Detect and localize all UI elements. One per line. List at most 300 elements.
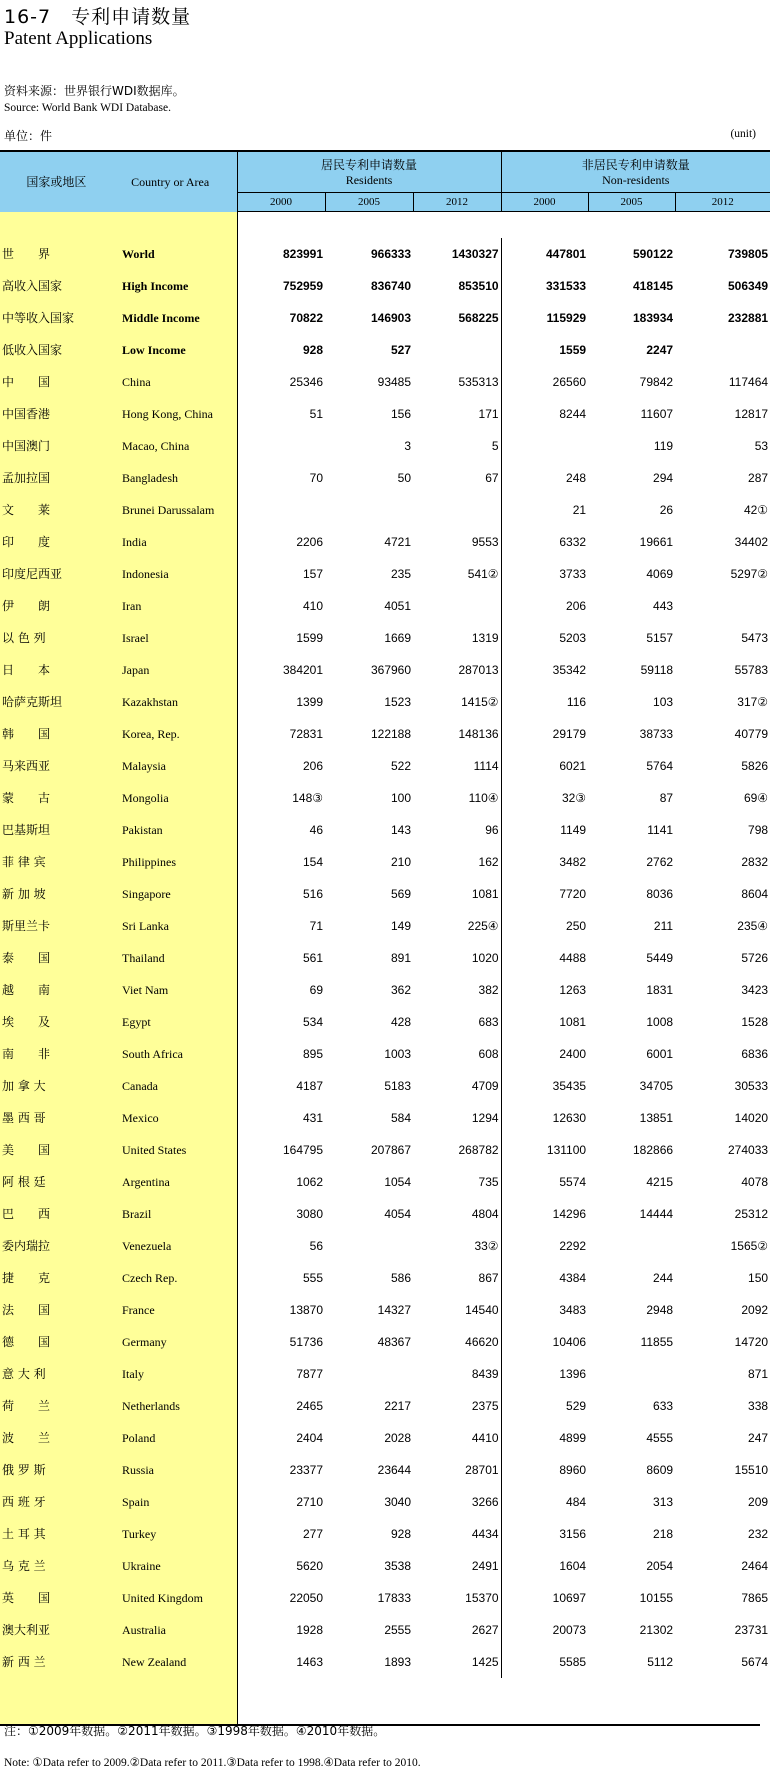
row-label xyxy=(0,366,237,398)
value-cell: 14720 xyxy=(734,1334,769,1349)
table-row xyxy=(0,1454,770,1486)
value-cell: 2092 xyxy=(741,1302,769,1317)
value-cell: 1430327 xyxy=(451,246,499,261)
value-cell: 250 xyxy=(501,910,588,942)
value-cell xyxy=(413,494,501,526)
country-name-en: Japan xyxy=(122,663,150,677)
value-cell: 5112 xyxy=(647,1654,674,1669)
table-row xyxy=(0,1134,770,1166)
value-cell: 1528 xyxy=(741,1014,769,1029)
value-cell: 1319 xyxy=(471,630,499,645)
value-cell: 3266 xyxy=(471,1494,499,1509)
value-cell: 38733 xyxy=(639,726,674,741)
country-name-en: Russia xyxy=(122,1463,155,1477)
value-cell: 1008 xyxy=(646,1014,674,1029)
value-cell: 22050 xyxy=(289,1590,324,1605)
value-cell: 210 xyxy=(390,854,412,869)
country-name-en: Korea, Rep. xyxy=(122,727,180,741)
table-row xyxy=(0,1070,770,1102)
value-cell: 4054 xyxy=(384,1206,412,1221)
value-cell: 2948 xyxy=(646,1302,674,1317)
year-header: 2012 xyxy=(675,193,770,212)
value-cell: 1669 xyxy=(384,630,412,645)
country-name-en: Ukraine xyxy=(122,1559,161,1573)
value-cell: 53 xyxy=(754,438,769,453)
value-cell: 274033 xyxy=(728,1142,769,1157)
value-cell: 13851 xyxy=(639,1110,674,1125)
table-row xyxy=(0,654,770,686)
value-cell: 225④ xyxy=(467,918,499,933)
value-cell: 247 xyxy=(748,1430,769,1445)
country-name-cn: 法 国 xyxy=(2,1303,51,1317)
value-cell: 1141 xyxy=(647,822,674,837)
value-cell: 338 xyxy=(748,1398,769,1413)
value-cell: 608 xyxy=(478,1046,499,1061)
table-row xyxy=(0,398,770,430)
value-cell: 1415② xyxy=(461,694,499,709)
value-cell: 206 xyxy=(302,758,324,773)
value-cell: 1294 xyxy=(471,1110,499,1125)
value-cell: 48367 xyxy=(377,1334,412,1349)
value-cell: 1003 xyxy=(384,1046,412,1061)
value-cell: 2762 xyxy=(646,854,674,869)
country-name-en: Mexico xyxy=(122,1111,159,1125)
value-cell: 87 xyxy=(659,790,674,805)
footnote-cn: 注：①2009年数据。②2011年数据。③1998年数据。④2010年数据。 xyxy=(4,1724,386,1738)
value-cell: 34402 xyxy=(734,534,769,549)
value-cell: 431 xyxy=(302,1110,324,1125)
country-name-cn: 日 本 xyxy=(2,663,51,677)
value-cell: 5449 xyxy=(646,950,674,965)
row-label xyxy=(0,974,237,1006)
value-cell: 14020 xyxy=(734,1110,769,1125)
table-body xyxy=(0,212,770,1724)
table-row xyxy=(0,686,770,718)
country-name-cn: 德 国 xyxy=(2,1335,51,1349)
row-label xyxy=(0,430,237,462)
value-cell: 4051 xyxy=(384,598,412,613)
country-name-cn: 俄 罗 斯 xyxy=(2,1463,46,1477)
value-cell: 7877 xyxy=(296,1366,324,1381)
country-name-en: Czech Rep. xyxy=(122,1271,178,1285)
value-cell: 207867 xyxy=(370,1142,412,1157)
value-cell: 59118 xyxy=(640,662,674,677)
value-cell: 154 xyxy=(302,854,324,869)
value-cell: 5157 xyxy=(646,630,674,645)
year-header: 2005 xyxy=(588,193,675,212)
value-cell: 183934 xyxy=(633,310,674,325)
value-cell: 1831 xyxy=(646,982,674,997)
value-cell: 928 xyxy=(390,1526,412,1541)
value-cell: 410 xyxy=(302,598,324,613)
row-label xyxy=(0,1326,237,1358)
value-cell: 529 xyxy=(501,1390,588,1422)
value-cell: 13870 xyxy=(289,1302,324,1317)
value-cell: 5297② xyxy=(730,566,769,581)
value-cell: 683 xyxy=(478,1014,499,1029)
value-cell: 5 xyxy=(491,438,499,453)
country-name-en: Israel xyxy=(122,631,149,645)
value-cell: 4187 xyxy=(296,1078,324,1093)
country-name-cn: 乌 克 兰 xyxy=(2,1559,46,1573)
spacer-row xyxy=(0,1678,770,1724)
value-cell: 3 xyxy=(404,438,412,453)
value-cell: 2627 xyxy=(471,1622,499,1637)
value-cell: 148136 xyxy=(458,726,499,741)
year-header: 2005 xyxy=(325,193,413,212)
value-cell: 294 xyxy=(653,470,674,485)
value-cell: 313 xyxy=(653,1494,674,1509)
value-cell: 2375 xyxy=(471,1398,499,1413)
value-cell: 2400 xyxy=(501,1038,588,1070)
country-name-en: Iran xyxy=(122,599,142,613)
row-label xyxy=(0,1102,237,1134)
value-cell: 2491 xyxy=(471,1558,499,1573)
row-label xyxy=(0,1166,237,1198)
header-residents xyxy=(237,151,501,193)
value-cell: 1020 xyxy=(471,950,499,965)
value-cell: 146903 xyxy=(370,310,412,325)
value-cell: 67 xyxy=(485,470,499,485)
value-cell: 115929 xyxy=(501,302,588,334)
table-row xyxy=(0,1198,770,1230)
value-cell: 966333 xyxy=(370,246,412,261)
value-cell: 50 xyxy=(397,470,412,485)
country-name-cn: 印度尼西亚 xyxy=(2,567,63,581)
country-name-en: World xyxy=(122,247,155,261)
country-name-cn: 美 国 xyxy=(2,1143,51,1157)
year-header: 2000 xyxy=(237,193,325,212)
value-cell: 32③ xyxy=(501,782,588,814)
page-title-cn: 16-7 专利申请数量 xyxy=(4,6,192,28)
row-label xyxy=(0,622,237,654)
value-cell: 5585 xyxy=(501,1646,588,1678)
value-cell: 836740 xyxy=(370,278,412,293)
value-cell: 35342 xyxy=(501,654,588,686)
table-row xyxy=(0,1646,770,1678)
table-row xyxy=(0,334,770,366)
row-label xyxy=(0,942,237,974)
value-cell: 23644 xyxy=(377,1462,412,1477)
header-area-en: Country or Area xyxy=(131,175,210,190)
value-cell: 211 xyxy=(653,918,674,933)
value-cell: 382 xyxy=(478,982,499,997)
value-cell: 1604 xyxy=(501,1550,588,1582)
value-cell: 2404 xyxy=(296,1430,324,1445)
row-label xyxy=(0,398,237,430)
table-row xyxy=(0,1166,770,1198)
table-row xyxy=(0,1230,770,1262)
table-row xyxy=(0,1550,770,1582)
header-area xyxy=(0,151,237,212)
value-cell: 20073 xyxy=(501,1614,588,1646)
country-name-cn: 越 南 xyxy=(2,983,51,997)
country-name-en: Kazakhstan xyxy=(122,695,178,709)
country-name-en: Philippines xyxy=(122,855,177,869)
table-row xyxy=(0,558,770,590)
value-cell: 522 xyxy=(390,758,412,773)
value-cell: 25346 xyxy=(289,374,324,389)
value-cell: 14444 xyxy=(639,1206,674,1221)
value-cell: 867 xyxy=(478,1270,499,1285)
value-cell: 2832 xyxy=(741,854,769,869)
value-cell: 1149 xyxy=(501,814,588,846)
value-cell: 119 xyxy=(653,438,674,453)
value-cell: 148③ xyxy=(292,790,324,805)
value-cell: 79842 xyxy=(639,374,674,389)
value-cell: 853510 xyxy=(458,278,499,293)
value-cell: 162 xyxy=(478,854,499,869)
country-name-en: Singapore xyxy=(122,887,171,901)
country-name-en: Indonesia xyxy=(122,567,169,581)
country-name-cn: 文 莱 xyxy=(2,503,51,517)
value-cell: 23377 xyxy=(289,1462,324,1477)
value-cell: 232881 xyxy=(728,310,769,325)
table-row xyxy=(0,1486,770,1518)
country-name-en: Brazil xyxy=(122,1207,152,1221)
value-cell: 928 xyxy=(302,342,324,357)
country-name-cn: 中国澳门 xyxy=(2,439,51,453)
table-row xyxy=(0,1582,770,1614)
value-cell: 96 xyxy=(485,822,499,837)
value-cell xyxy=(501,430,588,462)
value-cell: 584 xyxy=(390,1110,412,1125)
row-label xyxy=(0,334,237,366)
row-label xyxy=(0,494,237,526)
value-cell: 34705 xyxy=(639,1078,674,1093)
value-cell: 516 xyxy=(302,886,324,901)
value-cell: 2465 xyxy=(296,1398,324,1413)
table-row xyxy=(0,910,770,942)
row-label xyxy=(0,782,237,814)
country-name-cn: 荷 兰 xyxy=(2,1399,51,1413)
value-cell: 69④ xyxy=(743,790,769,805)
row-label xyxy=(0,238,237,270)
value-cell: 752959 xyxy=(282,278,324,293)
value-cell: 248 xyxy=(501,462,588,494)
value-cell xyxy=(325,494,413,526)
country-name-cn: 世 界 xyxy=(2,247,51,261)
value-cell: 8604 xyxy=(741,886,769,901)
value-cell xyxy=(325,1230,413,1262)
row-label xyxy=(0,1614,237,1646)
year-header: 2000 xyxy=(501,193,588,212)
country-name-cn: 中等收入国家 xyxy=(2,311,75,325)
value-cell: 15510 xyxy=(734,1462,769,1477)
value-cell: 7865 xyxy=(741,1590,769,1605)
value-cell: 1559 xyxy=(501,334,588,366)
value-cell: 232 xyxy=(748,1526,769,1541)
country-name-cn: 巴 西 xyxy=(2,1207,51,1221)
value-cell: 2206 xyxy=(296,534,324,549)
value-cell: 3482 xyxy=(501,846,588,878)
value-cell: 157 xyxy=(302,566,324,581)
value-cell: 535313 xyxy=(458,374,499,389)
value-cell: 1054 xyxy=(384,1174,412,1189)
unit-cn: 单位：件 xyxy=(4,129,53,143)
value-cell: 21 xyxy=(501,494,588,526)
table-row xyxy=(0,526,770,558)
value-cell: 21302 xyxy=(639,1622,674,1637)
value-cell: 5203 xyxy=(501,622,588,654)
table-row xyxy=(0,270,770,302)
country-name-cn: 西 班 牙 xyxy=(2,1495,46,1509)
table-row xyxy=(0,1390,770,1422)
value-cell: 70822 xyxy=(289,310,324,325)
value-cell: 10155 xyxy=(639,1590,674,1605)
value-cell: 534 xyxy=(302,1014,324,1029)
value-cell: 6332 xyxy=(501,526,588,558)
value-cell: 633 xyxy=(653,1398,674,1413)
value-cell: 568225 xyxy=(458,310,499,325)
value-cell: 12630 xyxy=(501,1102,588,1134)
country-name-en: Viet Nam xyxy=(122,983,169,997)
value-cell: 3538 xyxy=(384,1558,412,1573)
value-cell: 122188 xyxy=(370,726,412,741)
row-label xyxy=(0,270,237,302)
value-cell: 14540 xyxy=(465,1302,499,1317)
row-label xyxy=(0,654,237,686)
value-cell: 116 xyxy=(501,686,588,718)
value-cell: 447801 xyxy=(501,238,588,270)
country-name-cn: 埃 及 xyxy=(2,1015,51,1029)
value-cell: 443 xyxy=(653,598,674,613)
value-cell: 5620 xyxy=(296,1558,324,1573)
value-cell: 15370 xyxy=(465,1590,499,1605)
country-name-en: Poland xyxy=(122,1431,156,1445)
table-row xyxy=(0,1358,770,1390)
row-label xyxy=(0,302,237,334)
value-cell: 26560 xyxy=(501,366,588,398)
country-name-en: High Income xyxy=(122,279,189,293)
row-label xyxy=(0,1550,237,1582)
value-cell: 1399 xyxy=(296,694,324,709)
unit-en: (unit) xyxy=(730,128,756,140)
country-name-en: Middle Income xyxy=(122,311,200,325)
country-name-en: Venezuela xyxy=(122,1239,172,1253)
value-cell: 93485 xyxy=(377,374,412,389)
country-name-cn: 高收入国家 xyxy=(2,279,63,293)
row-label xyxy=(0,1198,237,1230)
value-cell: 541② xyxy=(467,566,499,581)
country-name-cn: 新 加 坡 xyxy=(2,887,46,901)
header-nonresidents-en: Non-residents xyxy=(602,173,670,187)
country-name-cn: 中国香港 xyxy=(2,407,51,421)
value-cell: 143 xyxy=(390,822,412,837)
country-name-en: United States xyxy=(122,1143,187,1157)
value-cell: 5574 xyxy=(501,1166,588,1198)
country-name-cn: 巴基斯坦 xyxy=(2,823,51,837)
country-name-cn: 加 拿 大 xyxy=(2,1079,46,1093)
value-cell: 2247 xyxy=(646,342,674,357)
row-label xyxy=(0,1646,237,1678)
table-row xyxy=(0,1422,770,1454)
value-cell: 5764 xyxy=(646,758,674,773)
value-cell: 235④ xyxy=(737,918,769,933)
value-cell: 2028 xyxy=(384,1430,412,1445)
value-cell: 10406 xyxy=(501,1326,588,1358)
value-cell: 11855 xyxy=(640,1334,674,1349)
value-cell: 3080 xyxy=(296,1206,324,1221)
value-cell: 11607 xyxy=(640,406,674,421)
country-name-en: India xyxy=(122,535,147,549)
country-name-en: Netherlands xyxy=(122,1399,180,1413)
value-cell: 2217 xyxy=(384,1398,412,1413)
table-row xyxy=(0,622,770,654)
value-cell: 871 xyxy=(748,1366,769,1381)
country-name-en: France xyxy=(122,1303,155,1317)
row-label xyxy=(0,1422,237,1454)
country-name-en: Canada xyxy=(122,1079,158,1093)
value-cell: 218 xyxy=(653,1526,674,1541)
row-label xyxy=(0,1358,237,1390)
row-label xyxy=(0,590,237,622)
value-cell: 287013 xyxy=(458,662,499,677)
table-row xyxy=(0,1326,770,1358)
row-label xyxy=(0,526,237,558)
row-label xyxy=(0,718,237,750)
value-cell: 4215 xyxy=(646,1174,674,1189)
value-cell xyxy=(675,334,770,366)
row-label xyxy=(0,1006,237,1038)
value-cell: 1114 xyxy=(473,758,499,773)
value-cell: 164795 xyxy=(282,1142,324,1157)
country-name-en: Brunei Darussalam xyxy=(122,503,215,517)
value-cell: 891 xyxy=(390,950,412,965)
value-cell: 2710 xyxy=(296,1494,324,1509)
country-name-en: Malaysia xyxy=(122,759,166,773)
value-cell: 42① xyxy=(743,502,769,517)
table-row xyxy=(0,1518,770,1550)
value-cell: 23731 xyxy=(734,1622,769,1637)
country-name-en: Sri Lanka xyxy=(122,919,169,933)
country-name-en: Australia xyxy=(122,1623,166,1637)
header-residents-cn: 居民专利申请数量 xyxy=(321,158,418,172)
page-title-en: Patent Applications xyxy=(4,28,153,49)
value-cell: 3483 xyxy=(501,1294,588,1326)
country-name-cn: 斯里兰卡 xyxy=(2,919,51,933)
country-name-cn: 墨 西 哥 xyxy=(2,1111,46,1125)
value-cell xyxy=(413,334,501,366)
row-label xyxy=(0,462,237,494)
spacer-row xyxy=(0,212,770,238)
value-cell: 895 xyxy=(302,1046,324,1061)
value-cell: 4899 xyxy=(501,1422,588,1454)
country-name-cn: 低收入国家 xyxy=(2,343,63,357)
source-en: Source: World Bank WDI Database. xyxy=(4,102,171,114)
country-name-en: Macao, China xyxy=(122,439,190,453)
value-cell: 3733 xyxy=(501,558,588,590)
country-name-en: China xyxy=(122,375,151,389)
country-name-cn: 哈萨克斯坦 xyxy=(2,695,63,709)
value-cell: 5674 xyxy=(741,1654,769,1669)
value-cell: 484 xyxy=(501,1486,588,1518)
country-name-cn: 意 大 利 xyxy=(2,1367,46,1381)
table-row xyxy=(0,238,770,270)
value-cell: 2292 xyxy=(501,1230,588,1262)
value-cell: 1425 xyxy=(471,1654,499,1669)
value-cell xyxy=(413,590,501,622)
country-name-cn: 新 西 兰 xyxy=(2,1655,46,1669)
value-cell: 29179 xyxy=(501,718,588,750)
value-cell: 30533 xyxy=(734,1078,769,1093)
value-cell: 5183 xyxy=(384,1078,412,1093)
value-cell: 26 xyxy=(659,502,674,517)
value-cell: 8960 xyxy=(501,1454,588,1486)
value-cell: 209 xyxy=(748,1494,769,1509)
country-name-cn: 英 国 xyxy=(2,1591,51,1605)
country-name-cn: 菲 律 宾 xyxy=(2,855,46,869)
